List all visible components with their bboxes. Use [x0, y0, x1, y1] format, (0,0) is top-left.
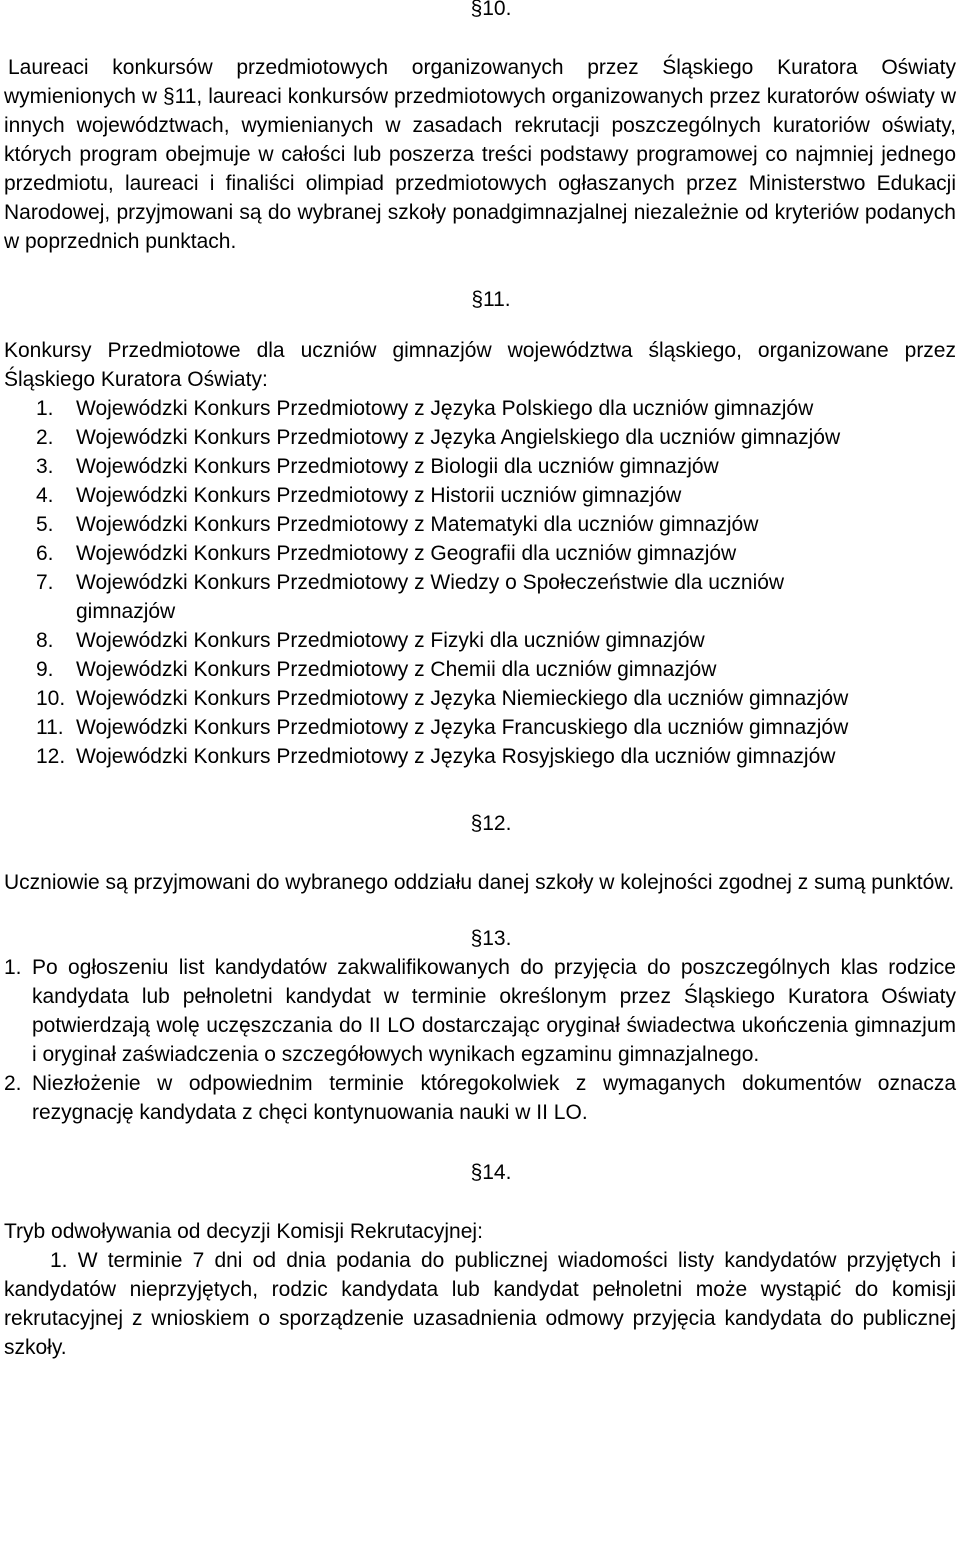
- list-item-number: 8.: [36, 629, 54, 652]
- section-14-intro: Tryb odwoływania od decyzji Komisji Rekrutacyjnej:: [4, 1220, 483, 1243]
- section-12-heading: §12.: [470, 812, 512, 835]
- list-item-text: Wojewódzki Konkurs Przedmiotowy z Matematyki dla uczniów gimnazjów: [76, 513, 759, 536]
- contest-list: [4, 394, 956, 771]
- section-11-heading: §11.: [471, 288, 511, 311]
- list-item-number: 6.: [36, 542, 54, 565]
- list-item-text: Wojewódzki Konkurs Przedmiotowy z Chemii dla uczniów gimnazjów: [76, 658, 717, 681]
- list-item-text: Wojewódzki Konkurs Przedmiotowy z Języka Angielskiego dla uczniów gimnazjów: [76, 426, 841, 449]
- section-13-heading: §13.: [470, 927, 512, 950]
- list-item: [4, 452, 876, 481]
- list-item-number: 11.: [36, 716, 64, 739]
- list-item: [4, 568, 876, 626]
- list-item: [4, 423, 876, 452]
- list-item-text: Wojewódzki Konkurs Przedmiotowy z Języka Polskiego dla uczniów gimnazjów: [76, 397, 814, 420]
- list-item-number: 3.: [36, 455, 54, 478]
- section-10-heading: §10.: [470, 0, 512, 20]
- list-item-number: 5.: [36, 513, 54, 536]
- section-11-intro: Konkursy Przedmiotowe dla uczniów gimnazjów województwa śląskiego, organizowane przez Śląskiego Kuratora Oświaty:: [4, 339, 956, 391]
- list-item: [4, 539, 876, 568]
- section-13-item-number: 2.: [4, 1072, 22, 1095]
- list-item-text: Wojewódzki Konkurs Przedmiotowy z Języka Niemieckiego dla uczniów gimnazjów: [76, 687, 849, 710]
- list-item-text: Wojewódzki Konkurs Przedmiotowy z Historii uczniów gimnazjów: [76, 484, 682, 507]
- section-13-item-text: Niezłożenie w odpowiednim terminie któregokolwiek z wymaganych dokumentów oznacza rezygnację kandydata z chęci kontynuowania nauki w II LO.: [32, 1072, 956, 1124]
- document-page: [4, 0, 956, 1362]
- section-13-item: [4, 1069, 956, 1127]
- section-13-item-number: 1.: [4, 956, 22, 979]
- section-12-text: Uczniowie są przyjmowani do wybranego oddziału danej szkoły w kolejności zgodnej z sumą punktów.: [4, 871, 955, 894]
- list-item: [4, 713, 876, 742]
- section-10-text: Laureaci konkursów przedmiotowych organizowanych przez Śląskiego Kuratora Oświaty wymienionych w §11, laureaci konkursów przedmiotowych organizowanych przez kuratorów oświaty w innych województwach, wymienianych w zasadach rekrutacji poszczególnych kuratoriów oświaty, których program obejmuje w całości lub poszerza treści podstawy programowej co najmniej jednego przedmiotu, laureaci i finaliści olimpiad przedmiotowych ogłaszanych przez Ministerstwo Edukacji Narodowej, przyjmowani są do wybranej szkoły ponadgimnazjalnej niezależnie od kryteriów podanych w poprzednich punktach.: [4, 56, 956, 253]
- section-13-item: [4, 953, 956, 1069]
- list-item-number: 9.: [36, 658, 54, 681]
- list-item-number: 10.: [36, 687, 66, 710]
- list-item-text: Wojewódzki Konkurs Przedmiotowy z Języka Rosyjskiego dla uczniów gimnazjów: [76, 745, 836, 768]
- list-item: [4, 481, 876, 510]
- list-item-text: Wojewódzki Konkurs Przedmiotowy z Języka Francuskiego dla uczniów gimnazjów: [76, 716, 849, 739]
- list-item: [4, 742, 876, 771]
- list-item-text: Wojewódzki Konkurs Przedmiotowy z Wiedzy o Społeczeństwie dla uczniów gimnazjów: [76, 571, 785, 623]
- list-item-text: Wojewódzki Konkurs Przedmiotowy z Geografii dla uczniów gimnazjów: [76, 542, 737, 565]
- list-item: [4, 510, 876, 539]
- section-14-item: 1. W terminie 7 dni od dnia podania do publicznej wiadomości listy kandydatów przyjętych i kandydatów nieprzyjętych, rodzic kandydata lub kandydat pełnoletni może wystąpić do komisji rekrutacyjnej z wnioskiem o sporządzenie uzasadnienia odmowy przyjęcia kandydata do publicznej szkoły.: [4, 1249, 956, 1359]
- section-14-heading: §14.: [470, 1161, 512, 1184]
- list-item-number: 1.: [36, 397, 54, 420]
- list-item: [4, 655, 876, 684]
- list-item-text: Wojewódzki Konkurs Przedmiotowy z Biologii dla uczniów gimnazjów: [76, 455, 719, 478]
- list-item-number: 12.: [36, 745, 66, 768]
- list-item-number: 2.: [36, 426, 54, 449]
- list-item: [4, 394, 876, 423]
- list-item: [4, 684, 876, 713]
- list-item-number: 4.: [36, 484, 54, 507]
- list-item-number: 7.: [36, 571, 54, 594]
- list-item: [4, 626, 876, 655]
- list-item-text: Wojewódzki Konkurs Przedmiotowy z Fizyki dla uczniów gimnazjów: [76, 629, 705, 652]
- section-13-item-text: Po ogłoszeniu list kandydatów zakwalifikowanych do przyjęcia do poszczególnych klas rodzice kandydata lub pełnoletni kandydat w terminie określonym przez Śląskiego Kuratora Oświaty potwierdzają wolę uczęszczania do II LO dostarczając oryginał świadectwa ukończenia gimnazjum i oryginał zaświadczenia o szczegółowych wynikach egzaminu gimnazjalnego.: [32, 956, 956, 1066]
